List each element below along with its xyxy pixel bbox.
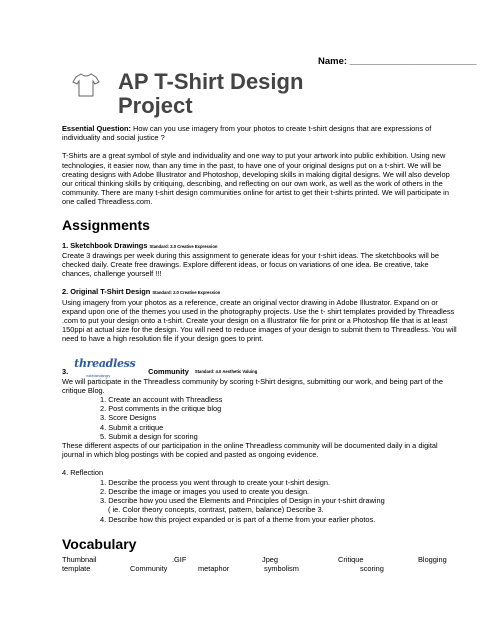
assignment-1-text: Create 3 drawings per week during this assignment to generate ideas for your t-shirt ideas. The sketchbooks will be checked daily. Create free drawings. Explore different ideas, or focus on variations of one idea. Be creative, take chances, challenge yourself !!! (62, 250, 439, 279)
vocab-term: Thumbnail (62, 554, 97, 564)
assignment-3-after: These different aspects of our participation in the online Threadless community will be documented daily in a digital journal in which blog postings with be copied and pasted as ongoing evidence. (62, 441, 438, 460)
essential-question-text: How can you use imagery from your photos to create t-shirt designs that are expressions of individuality and social justice ? (62, 124, 432, 143)
assignment-2-title: 2. Original T-Shirt Design (62, 287, 151, 297)
vocabulary-row-1 (62, 555, 458, 564)
list-item: 3. Score Designs (100, 413, 157, 423)
assignment-3-standard: Standard: 4.0 Aesthetic Valuing (194, 369, 258, 375)
assignment-1-standard: Standard: 2.0 Creative Expression (149, 243, 218, 249)
essential-question-label: Essential Question: (62, 124, 131, 133)
title-line-1: AP T-Shirt Design (118, 69, 304, 94)
assignment-3 (62, 353, 458, 460)
list-item: 1. Create an account with Threadless (100, 395, 223, 405)
assignment-1-title: 1. Sketchbook Drawings (62, 240, 148, 250)
assignments-heading: Assignments (62, 216, 150, 233)
list-item: 1. Describe the process you went through to create your t-shirt design. (100, 477, 331, 487)
vocab-term: scoring (360, 563, 384, 573)
assignment-2 (62, 287, 458, 343)
vocab-term: Community (130, 563, 168, 573)
vocab-term: Critique (338, 554, 364, 564)
essential-question (62, 124, 458, 142)
list-item: 4. Submit a critique (100, 422, 164, 432)
vocab-term: symbolism (264, 563, 299, 573)
assignment-3-title: Community (148, 367, 189, 377)
assignment-4 (62, 468, 458, 523)
assignment-1 (62, 241, 458, 279)
list-item: 4. Describe how this project expanded or is part of a theme from your earlier photos. (100, 514, 376, 524)
intro-paragraph: T-Shirts are a great symbol of style and individuality and one way to put your artwork into public exhibition. Using new technologies, it easier now, than any time in the past, to have one of your original designs put on a t-shirt. We will be creating designs with Adobe Illustrator and Photoshop, developing skills in making digital designs. We will also develop our critical thinking skills by critiquing, describing, and reflecting on our own work, as well as the work of others in the community. There are many t-shirt design communities online for artist to get their t-shirts printed. We will participate in one called Threadless.com. (62, 151, 450, 207)
assignment-4-title: 4. Reflection (62, 468, 104, 478)
vocabulary-heading: Vocabulary (62, 535, 137, 552)
list-item: 2. Post comments in the critique blog (100, 404, 222, 414)
assignment-4-items (62, 478, 458, 524)
vocab-term: metaphor (198, 563, 230, 573)
assignment-2-standard: Standard: 2.0 Creative Expression (152, 290, 221, 296)
assignment-3-header (62, 353, 458, 377)
list-item: 2. Describe the image or images you used to create you design. (100, 486, 310, 496)
vocab-term: Blogging (418, 554, 447, 564)
tshirt-icon (72, 72, 100, 98)
list-item: ( ie. Color theory concepts, contrast, pattern, balance) Describe 3. (108, 505, 324, 515)
name-field-label: Name: ________________________ (318, 56, 477, 67)
vocabulary-row-2 (62, 564, 458, 573)
threadless-logo-text: threadless (74, 356, 136, 370)
threadless-logo-subtext: nakedandangry (86, 373, 111, 378)
list-item: 5. Submit a design for scoring (100, 431, 198, 441)
threadless-logo (74, 355, 136, 378)
document-body (62, 124, 458, 573)
assignment-2-text: Using imagery from your photos as a reference, create an original vector drawing in Adobe Illustrator. Expand on or expand upon one of the themes you used in the photography projects. Use the t- shirt templates provided by Threadless .com to put your design onto a t-shirt. Create your design on a Illustrator file for print or a Photoshop file that is at least 150ppi at actual size for the design. You will need to reduce images of your design to submit them to Threadless. You will need to have a high resolution file if your design goes to print. (62, 297, 457, 344)
assignment-3-text: We will participate in the Threadless community by scoring t-Shirt designs, submitting our work, and being part of the critique Blog. (62, 376, 443, 395)
vocab-term: template (62, 563, 91, 573)
vocab-term: .GIF (172, 554, 187, 564)
title-line-2: Project (118, 93, 193, 118)
vocab-term: Jpeg (262, 554, 279, 564)
page-title (118, 70, 418, 118)
assignment-3-number: 3. (62, 367, 69, 377)
assignment-3-steps (62, 395, 458, 441)
list-item: 3. Describe how you used the Elements and Principles of Design in your t-shirt drawing (100, 496, 385, 506)
